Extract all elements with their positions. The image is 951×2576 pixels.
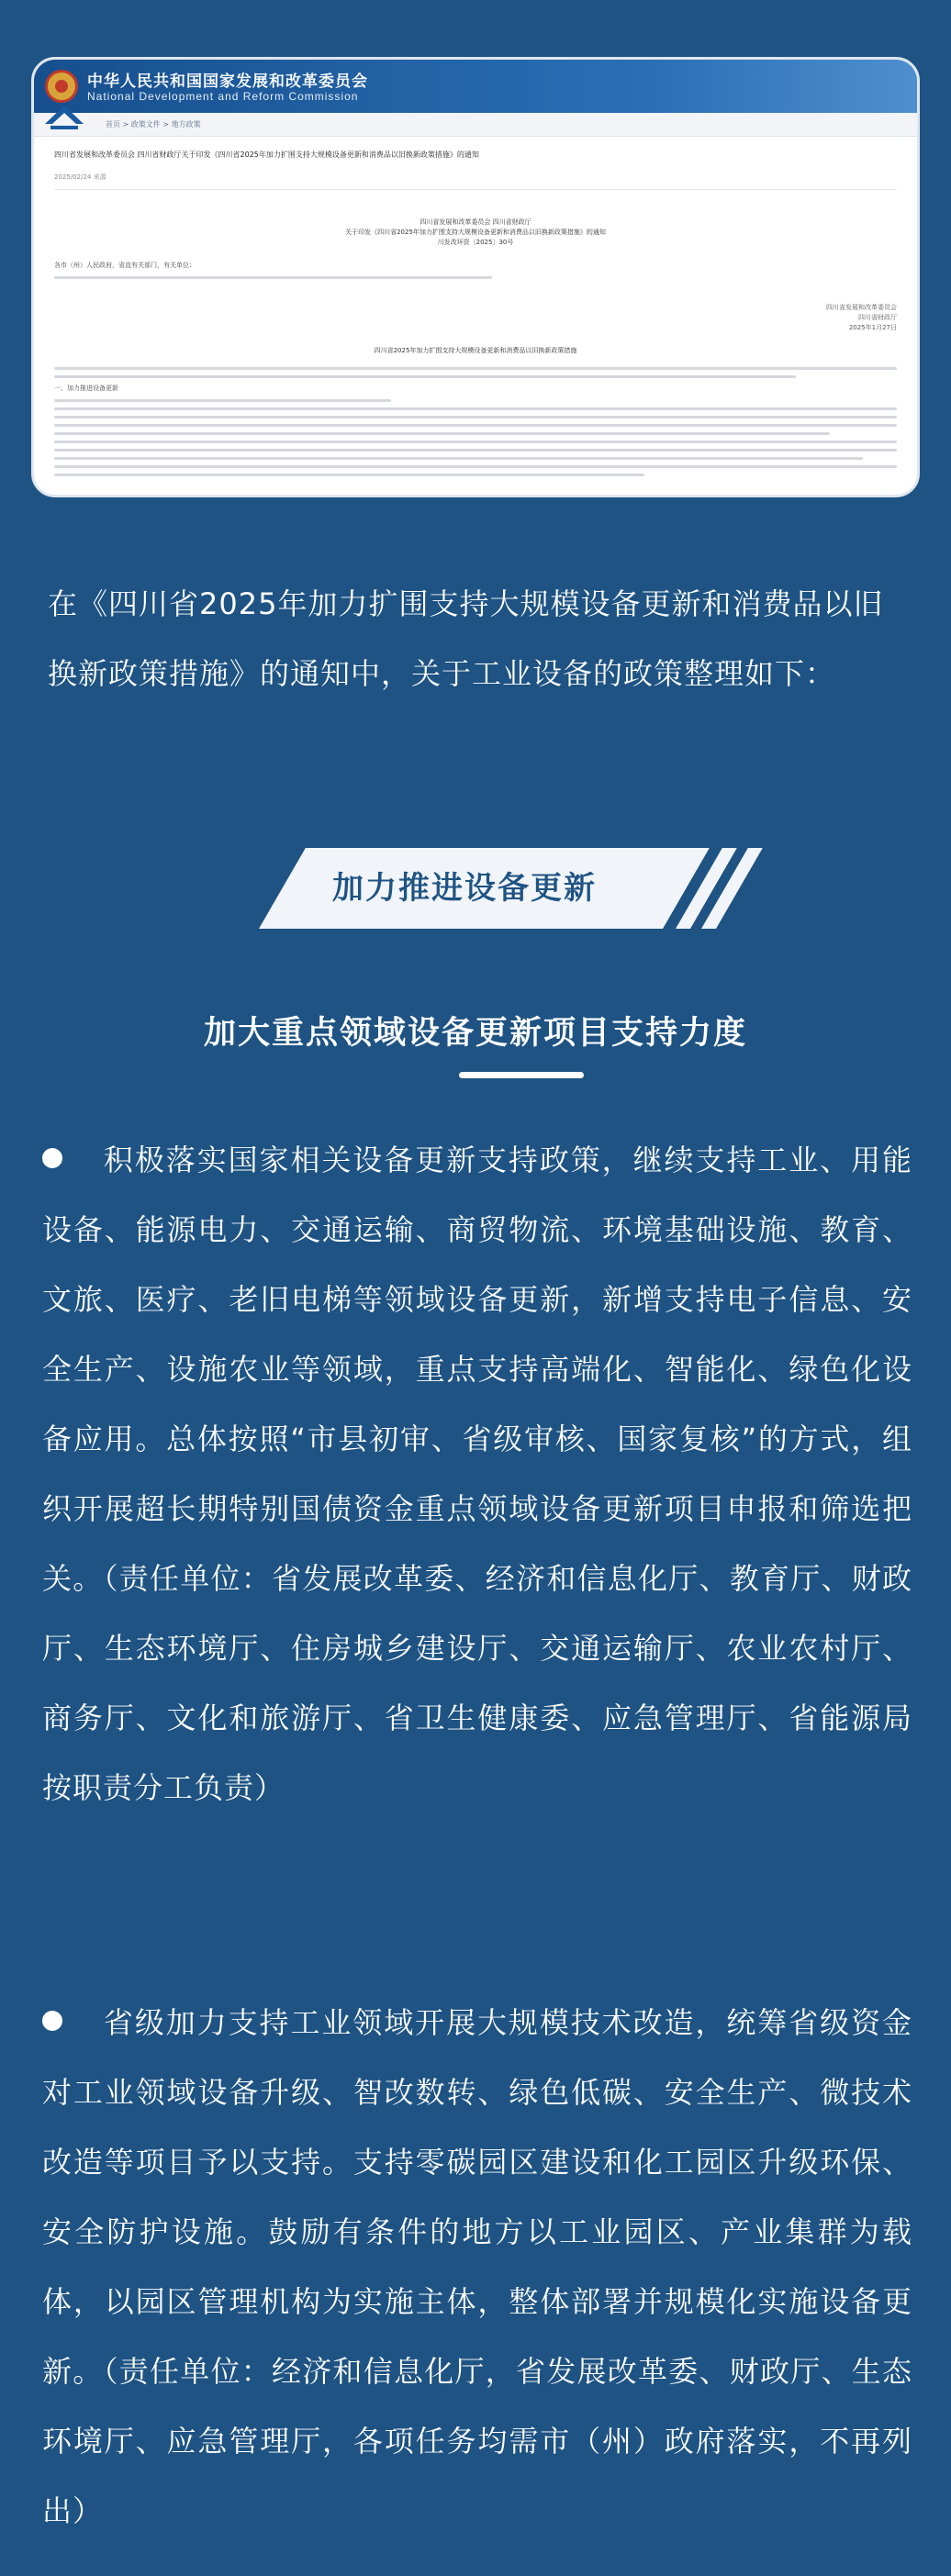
text-line: [54, 465, 897, 468]
notice-title: 关于印发《四川省2025年加力扩围支持大规模设备更新和消费品以旧换新政策措施》的通知: [345, 229, 606, 236]
document-body: [34, 137, 917, 497]
text-line: [54, 399, 391, 402]
attachment-title: 四川省2025年加力扩围支持大规模设备更新和消费品以旧换新政策措施: [374, 347, 577, 354]
national-emblem-icon: [45, 70, 78, 103]
text-line: [54, 432, 830, 435]
text-line: [54, 375, 796, 378]
text-line: [54, 367, 897, 370]
document-title: 四川省发展和改革委员会 四川省财政厅关于印发《四川省2025年加力扩围支持大规模设备更新和消费品以旧换新政策措施》的通知: [54, 151, 479, 159]
site-name-en: National Development and Reform Commission: [87, 90, 359, 103]
text-line: [54, 440, 897, 443]
bullet-dot-icon: [42, 1148, 62, 1168]
document-date: 2025/02/24 来源: [54, 173, 897, 190]
signature-date: 2025年1月27日: [848, 324, 897, 331]
sub-heading-underline: [459, 1072, 584, 1078]
text-line: [54, 457, 863, 460]
bullet-text: 省级加力支持工业领域开展大规模技术改造，统筹省级资金对工业领域设备升级、智改数转、绿色低碳、安全生产、微技术改造等项目予以支持。支持零碳园区建设和化工园区升级环保、安全防护设施。鼓励有条件的地方以工业园区、产业集群为载体，以园区管理机构为实施主体，整体部署并规模化实施设备更新。（责任单位：经济和信息化厅，省发展改革委、财政厅、生态环境厅、应急管理厅，各项任务均需市（州）政府落实，不再列出）: [42, 2005, 912, 2528]
text-line: [54, 407, 897, 410]
bullet-dot-icon: [42, 2011, 62, 2031]
breadcrumb: 首页 > 政策文件 > 地方政策: [106, 120, 201, 128]
text-line: [54, 276, 492, 279]
intro-paragraph: 在《四川省2025年加力扩围支持大规模设备更新和消费品以旧换新政策措施》的通知中，关于工业设备的政策整理如下：: [48, 586, 884, 691]
text-line: [54, 449, 897, 452]
text-line: [54, 424, 897, 427]
text-line: [54, 416, 897, 418]
bullet-text: 积极落实国家相关设备更新支持政策，继续支持工业、用能设备、能源电力、交通运输、商贸物流、环境基础设施、教育、文旅、医疗、老旧电梯等领域设备更新，新增支持电子信息、安全生产、设施农业等领域，重点支持高端化、智能化、绿色化设备应用。总体按照“市县初审、省级审核、国家复核”的方式，组织开展超长期特别国债资金重点领域设备更新项目申报和筛选把关。（责任单位：省发展改革委、经济和信息化厅、教育厅、财政厅、生态环境厅、住房城乡建设厅、交通运输厅、农业农村厅、商务厅、文化和旅游厅、省卫生健康委、应急管理厅、省能源局按职责分工负责）: [42, 1143, 912, 1805]
site-header: [34, 60, 917, 113]
text-line: [54, 474, 644, 476]
section-heading: 一、加力推进设备更新: [54, 385, 118, 392]
bullet-item: [42, 1125, 912, 1823]
breadcrumb-bar: [34, 113, 917, 137]
policy-page-screenshot: [31, 57, 920, 497]
document-number: 川发改环资〔2025〕30号: [437, 239, 514, 246]
ndrc-logo-icon: [43, 104, 85, 131]
section-title: 加力推进设备更新: [332, 870, 597, 907]
sub-heading: 加大重点领域设备更新项目支持力度: [203, 1015, 747, 1052]
site-name-cn: 中华人民共和国国家发展和改革委员会: [87, 72, 368, 91]
bullet-item: [42, 1988, 912, 2546]
section-banner: [235, 848, 712, 929]
addressee: 各市（州）人民政府，省直有关部门，有关单位：: [54, 262, 196, 269]
issuer-line: 四川省发展和改革委员会 四川省财政厅: [420, 218, 531, 226]
signature-1: 四川省发展和改革委员会: [826, 304, 897, 311]
signature-2: 四川省财政厅: [858, 314, 897, 321]
